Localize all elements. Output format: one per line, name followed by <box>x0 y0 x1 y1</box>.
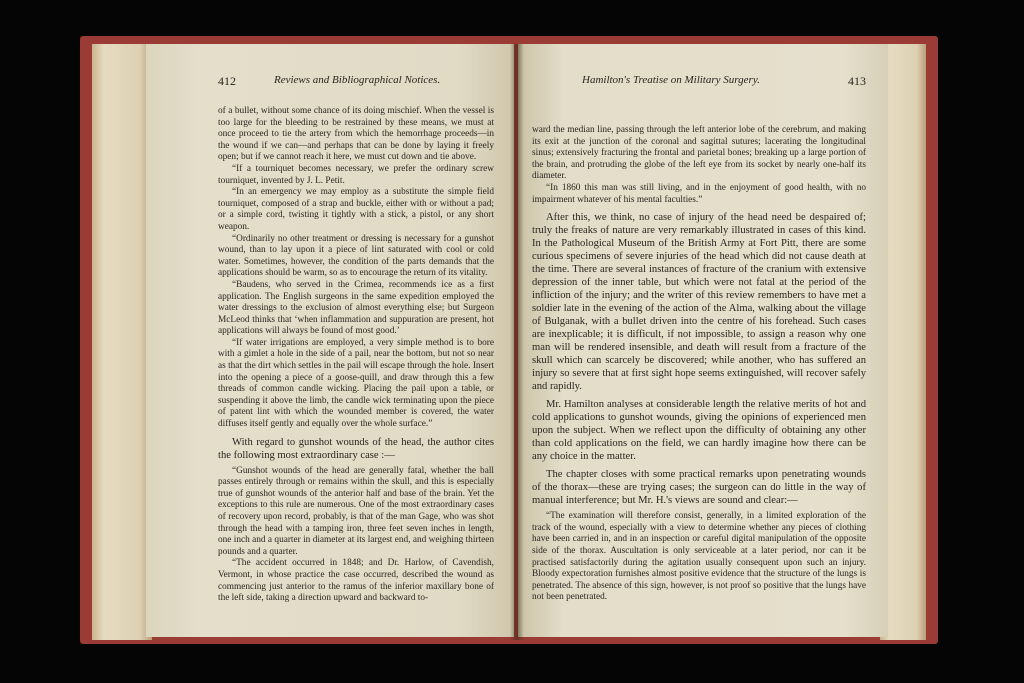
paragraph: ward the median line, passing through the left anterior lobe of the cerebrum, and making its exit at the junction of the coronal and sagittal sutures; lacerating the longitudinal sinus; extensively fracturing the frontal and parietal bones; breaking up a large portion of the brain, and protruding the globe of the left eye from its socket by nearly one-half its diameter. <box>532 125 866 182</box>
paragraph: “In 1860 this man was still living, and in the enjoyment of good health, with no impairment whatever of his mental faculties.” <box>532 182 866 205</box>
paragraph: After this, we think, no case of injury of the head need be despaired of; truly the freaks of nature are very remarkably illustrated in cases of this kind. In the Pathological Museum of the British Army at Fort Pitt, there are some curious specimens of severe injuries of the head which did not cause death at the time. There are several instances of fracture of the cranium with extensive depression of the inner table, but which were not fatal at the period of the infliction of the injury; and the writer of this review remembers to have met a soldier late in the evening of the action of the Alma, walking about the village of Bulganak, with a bullet driven into the centre of his forehead. Such cases are inexplicable; it is difficult, if not impossible, to assign a reason why one man will be rendered insensible, and death will result from a fracture of the skull which can scarcely be discovered; while another, who has suffered an injury so severe that at first sight hope seems extinguished, will recover safely and rapidly. <box>532 212 866 393</box>
left-page <box>146 44 514 637</box>
running-title: Reviews and Bibliographical Notices. <box>274 74 441 86</box>
running-title: Hamilton's Treatise on Military Surgery. <box>582 74 760 86</box>
paragraph: “Gunshot wounds of the head are generally fatal, whether the ball passes entirely through or remains within the skull, and this is especially true of gunshot wounds of the anterior half and base of the brain. Yet the exceptions to this rule are numerous. One of the most extraordinary cases of recovery upon record, probably, is that of the man Gage, who was shot through the head with a tamping iron, three feet seven inches in length, one inch and a quarter in diameter at its largest end, and weighing thirteen pounds and a quarter. <box>218 465 494 557</box>
paragraph: Mr. Hamilton analyses at considerable length the relative merits of hot and cold applications to gunshot wounds, giving the opinions of experienced men upon the subject. When we reflect upon the difficulty of obtaining any other than cold applications on the field, we can hardly imagine how there can be any choice in the matter. <box>532 399 866 463</box>
left-page-text <box>218 106 494 605</box>
book-gutter <box>510 44 524 640</box>
page-number: 412 <box>218 74 236 88</box>
paragraph: “The accident occurred in 1848; and Dr. Harlow, of Cavendish, Vermont, in whose practice the case occurred, described the wound as commencing just anterior to the ramus of the inferior maxillary bone of the left side, taking a direction upward and backward to- <box>218 558 494 604</box>
paragraph: “If a tourniquet becomes necessary, we prefer the ordinary screw tourniquet, invented by J. L. Petit. <box>218 163 494 186</box>
paragraph: “Ordinarily no other treatment or dressing is necessary for a gunshot wound, than to lay upon it a piece of lint saturated with cool or cold water. Sometimes, however, the condition of the parts demands that the applications should be warm, so as to encourage the return of its vitality. <box>218 233 494 279</box>
paragraph: of a bullet, without some chance of its doing mischief. When the vessel is too large for the bleeding to be restrained by these means, we must at once proceed to tie the artery from which the hemorrhage proceeds—in the wound if we can—and perhaps that can be done by laying it freely open; but if we cannot reach it here, we must cut down and tie above. <box>218 106 494 163</box>
right-page <box>518 44 888 637</box>
right-page-text <box>532 125 866 604</box>
paragraph: “The examination will therefore consist, generally, in a limited exploration of the track of the wound, especially with a view to determine whether any pieces of clothing have been carried in, and in an inspection or careful digital manipulation of the opposite side of the thorax. Auscultation is only serviceable at a later period, nor can it be practised satisfactorily during the agitation usually consequent upon such an injury. Bloody expectoration furnishes almost positive evidence that the structure of the lungs is penetrated. The absence of this sign, however, is not proof so positive that the lungs have not been penetrated. <box>532 511 866 603</box>
paragraph: The chapter closes with some practical remarks upon penetrating wounds of the thorax—these are trying cases; the surgeon can do little in the way of manual interference; but Mr. H.'s views are sound and clear:— <box>532 469 866 507</box>
paragraph: “If water irrigations are employed, a very simple method is to bore with a gimlet a hole in the side of a pail, near the bottom, but not so near as that the dirt which settles in the pail will escape through the hole. Insert into the opening a piece of a goose-quill, and draw through this a few threads of common candle wicking. Placing the pail upon a table, or suspending it above the limb, the candle wick terminating upon the piece of patent lint with which the wounded member is covered, the water diffuses itself gently and equally over the whole surface.” <box>218 337 494 430</box>
page-number: 413 <box>848 74 866 88</box>
paragraph: “In an emergency we may employ as a substitute the simple field tourniquet, composed of a strap and buckle, either with or without a pad; or a simple cord, twisting it tightly with a stick, a pistol, or any short weapon. <box>218 187 494 232</box>
left-page-edges <box>92 44 152 640</box>
paragraph: “Baudens, who served in the Crimea, recommends ice as a first application. The English surgeons in the same expedition employed the water dressings to the exclusion of almost everything else; but Surgeon McLeod thinks that ‘when inflammation and suppuration are present, hot applications will always be found of most good.’ <box>218 279 494 337</box>
paragraph: With regard to gunshot wounds of the head, the author cites the following most extraordinary case :— <box>218 436 494 461</box>
